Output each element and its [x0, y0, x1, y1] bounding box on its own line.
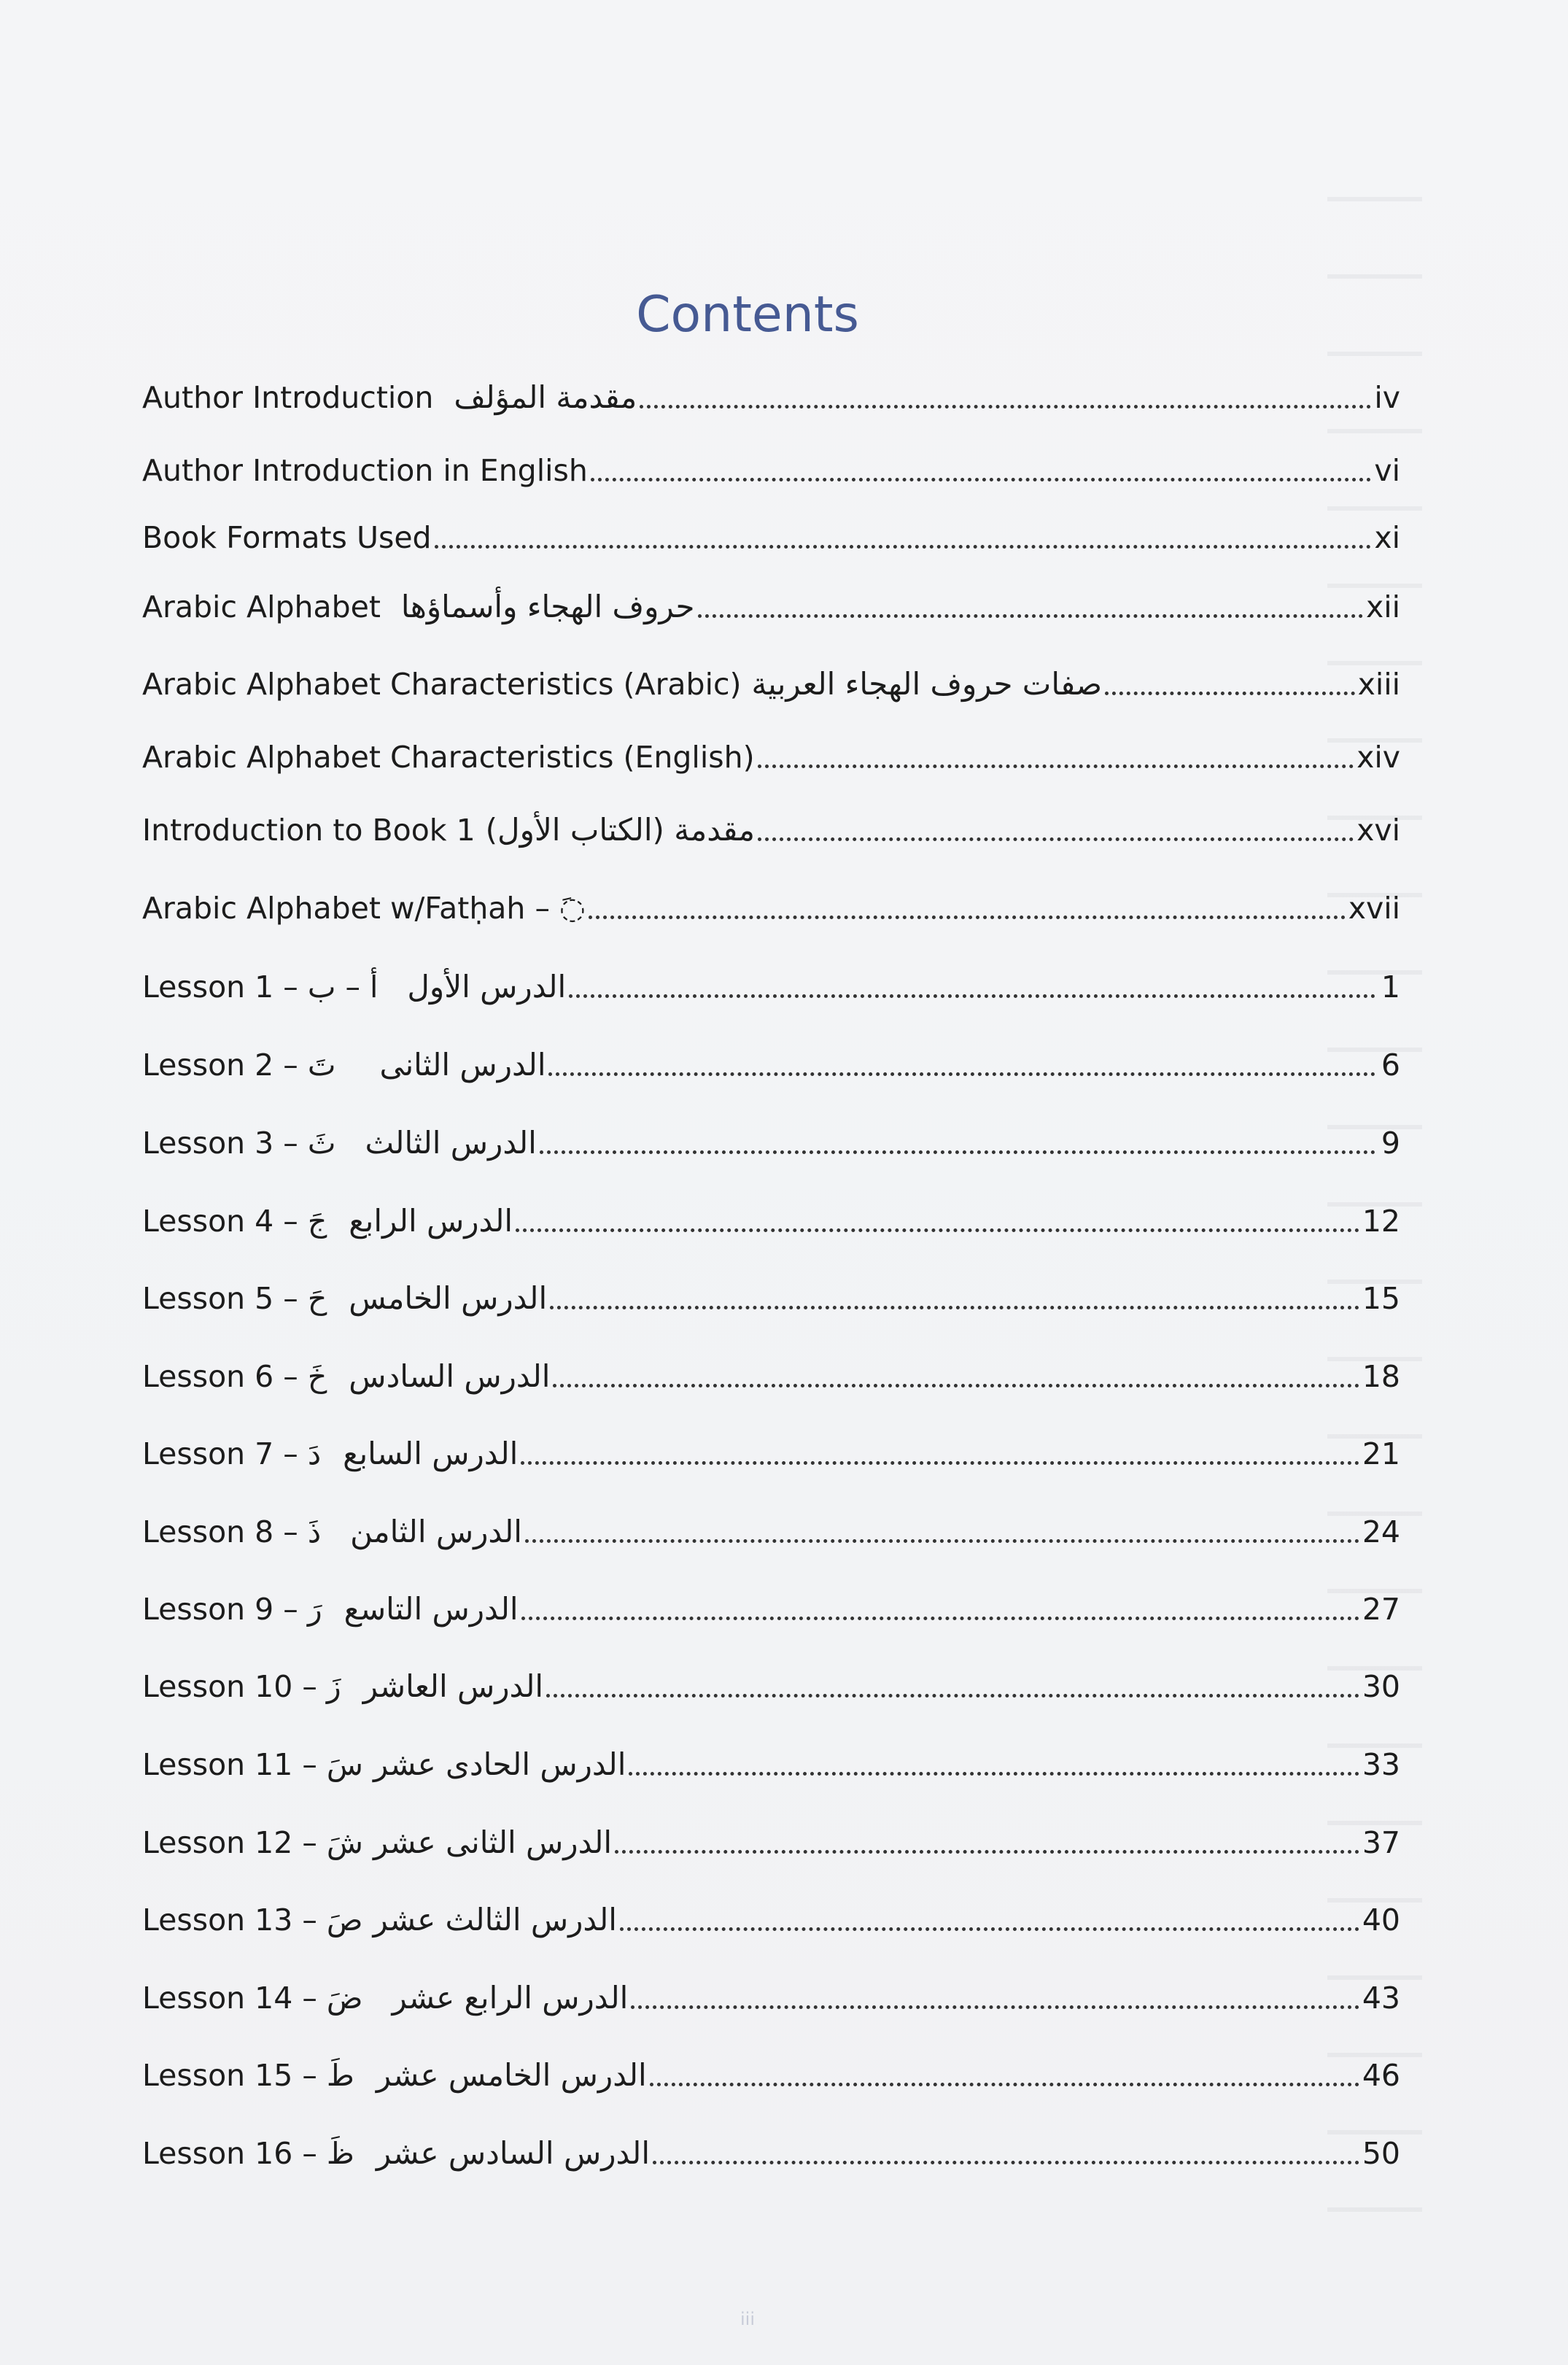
toc-entry-label: Lesson 11 – سَ: [142, 1746, 363, 1782]
toc-entry-lesson-4[interactable]: [142, 1166, 1400, 1239]
toc-page-number: 9: [1381, 1125, 1400, 1161]
dot-leader: [631, 2005, 1359, 2009]
toc-entry-lesson-13[interactable]: [142, 1865, 1400, 1938]
dot-leader: [521, 1617, 1359, 1620]
toc-entry-arabic-label: الدرس الخامس عشر: [376, 2056, 647, 2093]
toc-entry-lesson-9[interactable]: [142, 1555, 1400, 1627]
dot-leader: [540, 1150, 1375, 1154]
toc-entry-label: Arabic Alphabet w/Fatḥah – ◌َ: [142, 890, 586, 926]
dot-leader: [640, 405, 1371, 409]
toc-entry-label: Lesson 13 – صَ: [142, 1902, 363, 1938]
dot-leader: [1105, 692, 1355, 695]
toc-page-number: 37: [1362, 1824, 1400, 1860]
toc-page-number: xvii: [1348, 890, 1400, 926]
toc-entry-arabic-label: الدرس الأول: [407, 968, 567, 1005]
dot-leader: [650, 2083, 1359, 2086]
toc-entry-label: Arabic Alphabet: [142, 589, 381, 624]
toc-entry-author-introduction[interactable]: [142, 343, 1400, 416]
toc-entry-label: Lesson 1 – أ – ب: [142, 969, 379, 1005]
toc-entry-lesson-6[interactable]: [142, 1322, 1400, 1395]
toc-entry-arabic-label: مقدمة المؤلف: [454, 379, 637, 415]
toc-page-number: 30: [1362, 1668, 1400, 1704]
toc-entry-arabic-label: الدرس الثالث: [365, 1124, 537, 1161]
toc-entry-label: Lesson 12 – شَ: [142, 1824, 363, 1860]
toc-entry-lesson-1[interactable]: [142, 932, 1400, 1005]
toc-entry-label: Lesson 8 – ذَ: [142, 1514, 322, 1549]
dot-leader: [550, 1306, 1359, 1309]
dot-leader: [653, 2161, 1359, 2164]
dot-leader: [521, 1461, 1359, 1465]
toc-entry-label: Lesson 9 – رَ: [142, 1591, 322, 1627]
toc-entry-lesson-10[interactable]: [142, 1632, 1400, 1705]
toc-entry-label: Lesson 14 – ضَ: [142, 1980, 363, 2016]
toc-page-number: 1: [1381, 969, 1400, 1005]
toc-page-number: 43: [1362, 1980, 1400, 2016]
toc-page-number: iv: [1374, 379, 1400, 415]
toc-entry-lesson-15[interactable]: [142, 2021, 1400, 2094]
toc-entry-arabic-label: الدرس الخامس: [349, 1280, 548, 1316]
toc-entry-lesson-5[interactable]: [142, 1244, 1400, 1317]
dot-leader: [548, 1072, 1375, 1076]
toc-entry-author-introduction-english[interactable]: [142, 416, 1400, 489]
toc-entry-arabic-label: صفات حروف الهجاء العربية: [751, 665, 1103, 702]
toc-page-number: vi: [1374, 452, 1400, 488]
toc-entry-arabic-label: حروف الهجاء وأسماؤها: [400, 588, 695, 624]
toc-entry-label: Lesson 7 – دَ: [142, 1436, 322, 1471]
toc-entry-label: Arabic Alphabet Characteristics (English): [142, 739, 755, 775]
page-number-footer: iii: [740, 2309, 755, 2329]
toc-page-number: xvi: [1357, 812, 1400, 848]
toc-entry-label: Introduction to Book 1: [142, 812, 476, 848]
toc-page-number: 21: [1362, 1436, 1400, 1471]
dot-leader: [591, 478, 1372, 481]
dot-leader: [620, 1927, 1359, 1931]
toc-entry-book-formats[interactable]: [142, 483, 1400, 556]
toc-page-number: xiv: [1357, 739, 1400, 775]
dot-leader: [435, 545, 1372, 549]
toc-entry-label: Lesson 5 – حَ: [142, 1280, 327, 1316]
toc-entry-arabic-label: الدرس الرابع: [349, 1202, 513, 1239]
dot-leader: [615, 1850, 1359, 1854]
toc-entry-lesson-12[interactable]: [142, 1788, 1400, 1861]
toc-page-number: 15: [1362, 1280, 1400, 1316]
toc-entry-arabic-label: الدرس التاسع: [344, 1590, 519, 1627]
toc-entry-alphabet-fathah[interactable]: [142, 854, 1400, 926]
toc-entry-arabic-label: الدرس الثانى عشر: [373, 1824, 613, 1860]
toc-entry-arabic-label: الدرس الثامن: [350, 1513, 522, 1549]
toc-entry-arabic-label: الدرس السادس: [349, 1358, 551, 1394]
toc-page-number: 40: [1362, 1902, 1400, 1938]
dot-leader: [525, 1539, 1359, 1543]
toc-entry-label: Lesson 4 – جَ: [142, 1203, 327, 1239]
toc-entry-arabic-label: الدرس الحادى عشر: [373, 1746, 626, 1782]
page-title: Contents: [636, 286, 859, 344]
dot-leader: [546, 1694, 1359, 1698]
toc-entry-arabic-label: مقدمة (الكتاب الأول): [485, 811, 756, 848]
toc-page-number: xiii: [1357, 666, 1400, 702]
toc-entry-arabic-label: الدرس الثانى: [379, 1046, 546, 1083]
dot-leader: [758, 765, 1354, 768]
toc-entry-arabic-label: الدرس السابع: [343, 1435, 519, 1471]
toc-page-number: 33: [1362, 1746, 1400, 1782]
toc-entry-label: Author Introduction: [142, 379, 434, 415]
toc-entry-arabic-label: الدرس العاشر: [362, 1668, 544, 1704]
toc-entry-arabic-label: الدرس السادس عشر: [376, 2134, 651, 2171]
toc-entry-arabic-label: الدرس الرابع عشر: [392, 1979, 629, 2016]
toc-entry-arabic-alphabet[interactable]: [142, 552, 1400, 625]
toc-page-number: 12: [1362, 1203, 1400, 1239]
toc-entry-arabic-label: الدرس الثالث عشر: [373, 1901, 617, 1938]
toc-entry-label: Lesson 10 – زَ: [142, 1668, 341, 1704]
dot-leader: [553, 1384, 1359, 1387]
toc-page-number: 50: [1362, 2135, 1400, 2171]
toc-page-number: 18: [1362, 1358, 1400, 1394]
toc-entry-lesson-3[interactable]: [142, 1088, 1400, 1161]
toc-entry-alphabet-characteristics-english[interactable]: [142, 702, 1400, 775]
toc-page-number: 46: [1362, 2057, 1400, 2093]
toc-entry-lesson-14[interactable]: [142, 1943, 1400, 2016]
toc-entry-label: Lesson 15 – طَ: [142, 2057, 354, 2093]
toc-entry-label: Lesson 16 – ظَ: [142, 2135, 354, 2171]
toc-entry-label: Lesson 2 – تَ: [142, 1047, 336, 1083]
toc-entry-label: Lesson 3 – ثَ: [142, 1125, 336, 1161]
toc-entry-label: Arabic Alphabet Characteristics (Arabic): [142, 666, 742, 702]
toc-entry-label: Lesson 6 – خَ: [142, 1358, 327, 1394]
dot-leader: [516, 1228, 1359, 1232]
dot-leader: [589, 916, 1346, 919]
dot-leader: [569, 994, 1375, 998]
toc-entry-label: Book Formats Used: [142, 519, 432, 555]
toc-entry-introduction-book-1[interactable]: [142, 775, 1400, 848]
toc-page-number: 27: [1362, 1591, 1400, 1627]
toc-page-number: 6: [1381, 1047, 1400, 1083]
toc-entry-lesson-16[interactable]: [142, 2099, 1400, 2172]
toc-entry-alphabet-characteristics-arabic[interactable]: [142, 630, 1400, 702]
toc-page-number: xii: [1365, 589, 1400, 624]
toc-entry-lesson-8[interactable]: [142, 1477, 1400, 1550]
dot-leader: [758, 837, 1354, 841]
dot-leader: [629, 1772, 1359, 1776]
toc-entry-lesson-2[interactable]: [142, 1010, 1400, 1083]
toc-page-number: 24: [1362, 1514, 1400, 1549]
toc-entry-lesson-11[interactable]: [142, 1710, 1400, 1783]
toc-page-number: xi: [1374, 519, 1400, 555]
toc-entry-lesson-7[interactable]: [142, 1399, 1400, 1472]
toc-entry-label: Author Introduction in English: [142, 452, 588, 488]
dot-leader: [698, 614, 1363, 618]
